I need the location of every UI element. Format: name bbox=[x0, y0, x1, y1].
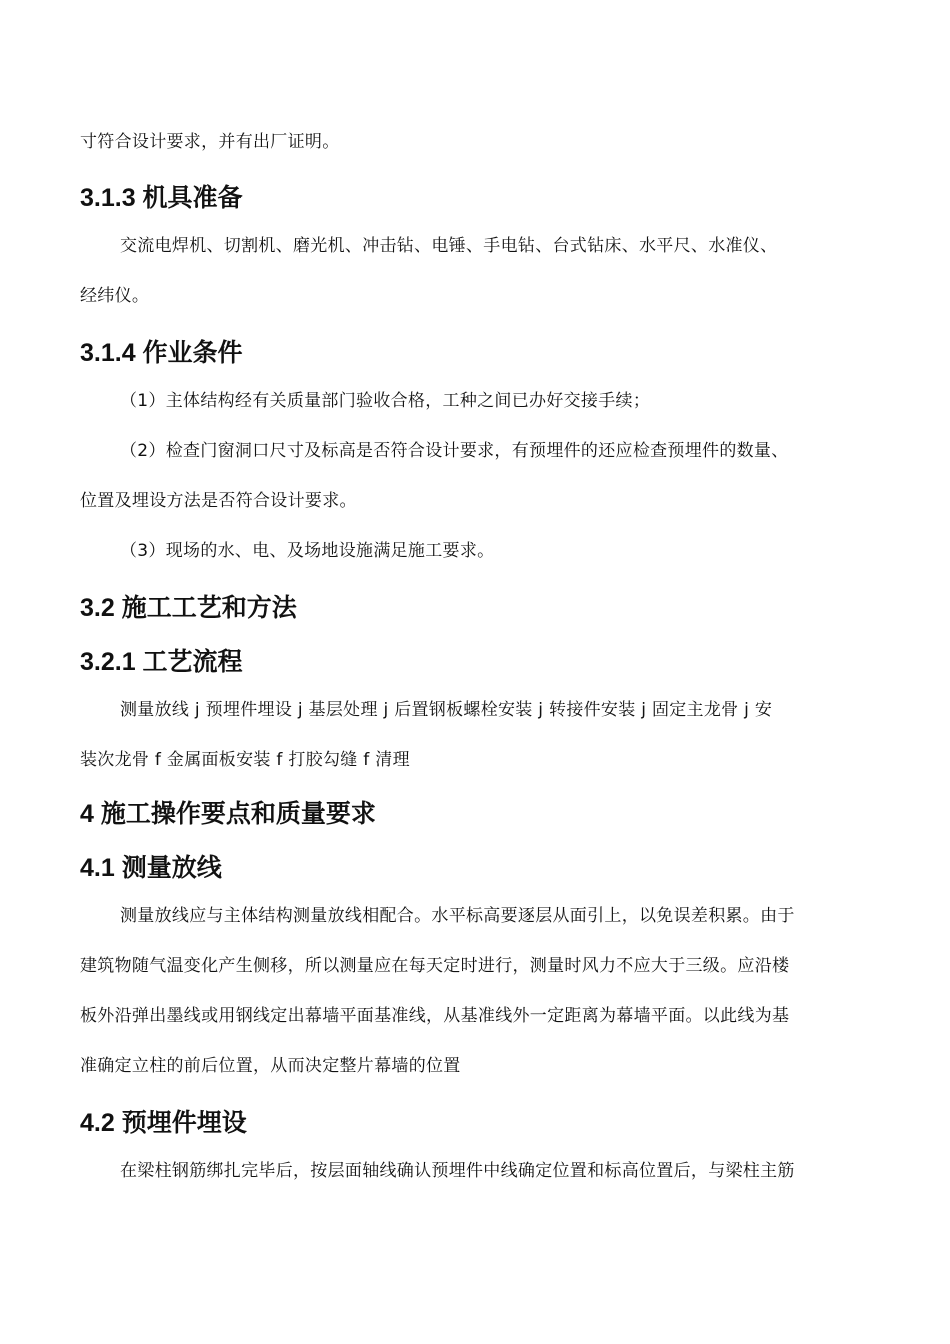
heading-4: 4 施工操作要点和质量要求 bbox=[80, 800, 376, 828]
paragraph-tools-line-1: 交流电焊机、切割机、磨光机、冲击钻、电锤、手电钻、台式钻床、水平尺、水准仪、 bbox=[120, 236, 778, 256]
paragraph-survey-line-2: 建筑物随气温变化产生侧移，所以测量应在每天定时进行，测量时风力不应大于三级。应沿楼 bbox=[80, 956, 790, 976]
heading-4-2: 4.2 预埋件埋设 bbox=[80, 1109, 247, 1137]
heading-3-1-3: 3.1.3 机具准备 bbox=[80, 184, 243, 212]
paragraph-tools-line-2: 经纬仪。 bbox=[80, 286, 150, 306]
heading-3-2-1: 3.2.1 工艺流程 bbox=[80, 648, 243, 676]
paragraph-embed-line-1: 在梁柱钢筋绑扎完毕后，按层面轴线确认预埋件中线确定位置和标高位置后，与梁柱主筋 bbox=[120, 1161, 795, 1181]
paragraph-process-line-1: 测量放线 j 预埋件埋设 j 基层处理 j 后置钢板螺栓安装 j 转接件安装 j 固定主龙骨 j 安 bbox=[120, 700, 773, 720]
paragraph-survey-line-1: 测量放线应与主体结构测量放线相配合。水平标高要逐层从面引上，以免误差积累。由于 bbox=[120, 906, 795, 926]
paragraph-condition-1: （1）主体结构经有关质量部门验收合格，工种之间已办好交接手续； bbox=[120, 391, 651, 411]
paragraph-survey-line-4: 准确定立柱的前后位置，从而决定整片幕墙的位置 bbox=[80, 1056, 461, 1076]
paragraph-survey-line-3: 板外沿弹出墨线或用钢线定出幕墙平面基准线，从基准线外一定距离为幕墙平面。以此线为基 bbox=[80, 1006, 790, 1026]
heading-4-1: 4.1 测量放线 bbox=[80, 854, 222, 882]
heading-3-1-4: 3.1.4 作业条件 bbox=[80, 339, 243, 367]
paragraph-condition-2-line-2: 位置及埋设方法是否符合设计要求。 bbox=[80, 491, 357, 511]
heading-3-2: 3.2 施工工艺和方法 bbox=[80, 594, 297, 622]
paragraph-condition-2-line-1: （2）检查门窗洞口尺寸及标高是否符合设计要求，有预埋件的还应检查预埋件的数量、 bbox=[120, 441, 789, 461]
paragraph-continuation: 寸符合设计要求，并有出厂证明。 bbox=[80, 132, 340, 152]
paragraph-process-line-2: 装次龙骨 f 金属面板安装 f 打胶勾缝 f 清理 bbox=[80, 750, 410, 770]
paragraph-condition-3: （3）现场的水、电、及场地设施满足施工要求。 bbox=[120, 541, 495, 561]
